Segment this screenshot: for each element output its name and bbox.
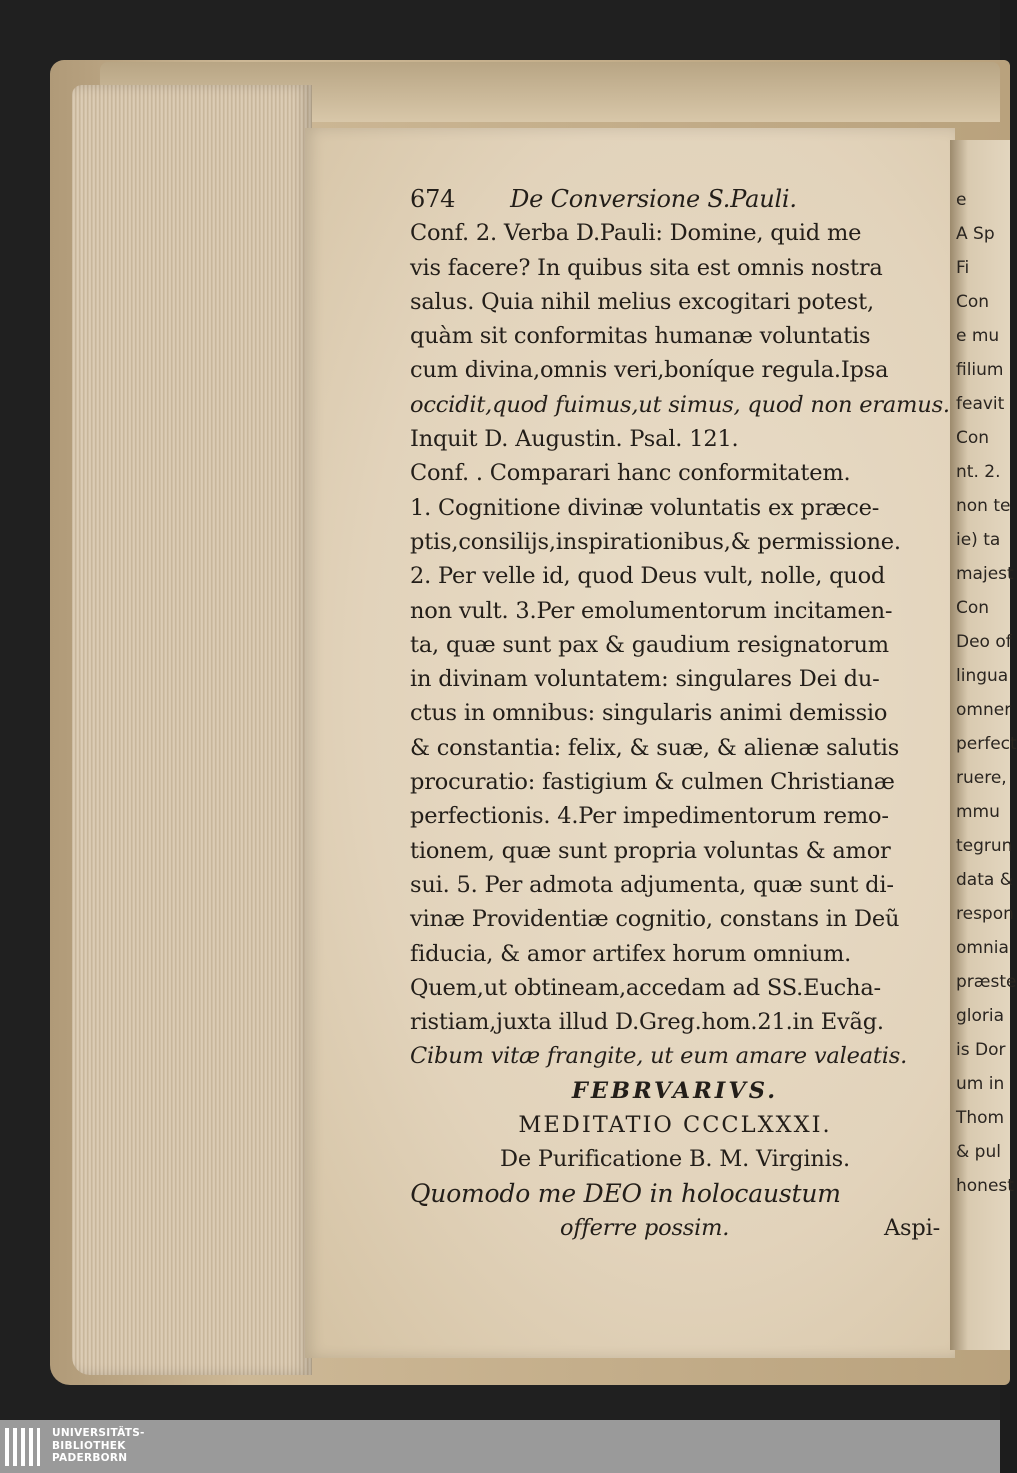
text-line: perfectionis. 4.Per impedimentorum remo- [410, 803, 889, 830]
right-page-fragment: Con [956, 598, 990, 618]
text-line: ristiam,juxta illud D.Greg.hom.21.in Evãg. [410, 1009, 884, 1036]
text-line: 1. Cognitione divinæ voluntatis ex præce- [410, 494, 880, 521]
text-line: ctus in omnibus: singularis animi demissio [410, 700, 888, 727]
text-line: 2. Per velle id, quod Deus vult, nolle, quod [410, 563, 886, 590]
text-line: sui. 5. Per admota adjumenta, quæ sunt di- [410, 871, 894, 898]
right-page-fragment: A Sp [956, 224, 995, 244]
text-line: salus. Quia nihil melius excogitari potest, [410, 288, 874, 315]
text-line: non vult. 3.Per emolumentorum incitamen- [410, 597, 893, 624]
catchword: Aspi- [884, 1214, 940, 1241]
right-page-fragment: omnia [956, 938, 1009, 958]
text-line: Conf. . Comparari hanc conformitatem. [410, 460, 851, 487]
logo-line-3: PADERBORN [52, 1452, 128, 1464]
right-page-fragment: filium [956, 360, 1004, 380]
right-page-fragment: nt. 2. [956, 462, 1001, 482]
right-page-fragment: tegrun [956, 836, 1013, 856]
text-line: vis facere? In quibus sita est omnis nostra [410, 254, 883, 281]
library-logo-text [52, 1427, 145, 1465]
text-line: Quem,ut obtineam,accedam ad SS.Eucha- [410, 974, 881, 1001]
text-line: & constantia: felix, & suæ, & alienæ salutis [410, 734, 900, 761]
text-line: fiducia, & amor artifex horum omnium. [410, 940, 852, 967]
meditation-subtitle: De Purificatione B. M. Virginis. [500, 1146, 850, 1173]
page-stack-edge [72, 85, 312, 1375]
right-page-fragment: gloria [956, 1006, 1005, 1026]
text-line: Inquit D. Augustin. Psal. 121. [410, 426, 739, 453]
right-page-fragment: præste [956, 972, 1017, 992]
text-line: vinæ Providentiæ cognitio, constans in Deũ [410, 906, 900, 933]
body-text [410, 216, 950, 1073]
page-number: 674 [410, 185, 456, 213]
right-page-fragment: e [956, 190, 967, 210]
text-line: occidit,quod fuimus,ut simus, quod non eramus. [410, 391, 950, 418]
right-page-fragment: perfect [956, 734, 1017, 754]
right-page-fragment: feavit [956, 394, 1005, 414]
right-page-fragment: is Dor [956, 1040, 1006, 1060]
right-page-fragment: data & [956, 870, 1013, 890]
right-page-edge [950, 140, 1017, 1350]
right-page-fragment: e mu [956, 326, 1000, 346]
text-line: Cibum vitæ frangite, ut eum amare valeatis. [410, 1043, 908, 1070]
right-page-fragment: mmu [956, 802, 1000, 822]
page-header [410, 182, 940, 216]
right-page-fragment: honest [956, 1176, 1014, 1196]
right-page-fragment: ruere, [956, 768, 1007, 788]
text-line: ta, quæ sunt pax & gaudium resignatorum [410, 631, 889, 658]
right-page-fragment: um in [956, 1074, 1005, 1094]
running-title: De Conversione S.Pauli. [510, 185, 797, 213]
right-page-fragment: omner [956, 700, 1012, 720]
right-page-fragment: majest [956, 564, 1014, 584]
meditation-title: MEDITATIO CCCLXXXI. [518, 1112, 832, 1139]
closing-text: offerre possim. [560, 1214, 730, 1241]
logo-line-1: UNIVERSITÄTS- [52, 1427, 145, 1439]
right-page-fragment: Con [956, 292, 990, 312]
text-line: ptis,consilijs,inspirationibus,& permissione. [410, 528, 901, 555]
text-line: quàm sit conformitas humanæ voluntatis [410, 323, 871, 350]
text-line: cum divina,omnis veri,boníque regula.Ipsa [410, 357, 889, 384]
right-page-fragment: ie) ta [956, 530, 1001, 550]
text-line: tionem, quæ sunt propria voluntas & amor [410, 837, 891, 864]
right-page-fragment: Deo of [956, 632, 1012, 652]
right-page-fragment: Con [956, 428, 990, 448]
right-page-fragment: Thom [956, 1108, 1005, 1128]
question-line: Quomodo me DEO in holocaustum [410, 1178, 841, 1208]
logo-line-2: BIBLIOTHEK [52, 1439, 126, 1452]
right-page-fragment: & pul [956, 1142, 1001, 1162]
text-line: procuratio: fastigium & culmen Christianæ [410, 769, 895, 796]
page-text [410, 182, 950, 1245]
right-page-fragment: non te [956, 496, 1011, 516]
month-heading: FEBRVARIVS. [571, 1077, 779, 1104]
text-line: in divinam voluntatem: singulares Dei du- [410, 666, 880, 693]
library-logo-icon [5, 1428, 45, 1466]
footer-bar [0, 1420, 1000, 1473]
right-page-fragment: respon [956, 904, 1014, 924]
last-line [410, 1211, 940, 1245]
right-page-fragment: Fi [956, 258, 970, 278]
right-page-fragment: lingua [956, 666, 1009, 686]
text-line: Conf. 2. Verba D.Pauli: Domine, quid me [410, 220, 862, 247]
